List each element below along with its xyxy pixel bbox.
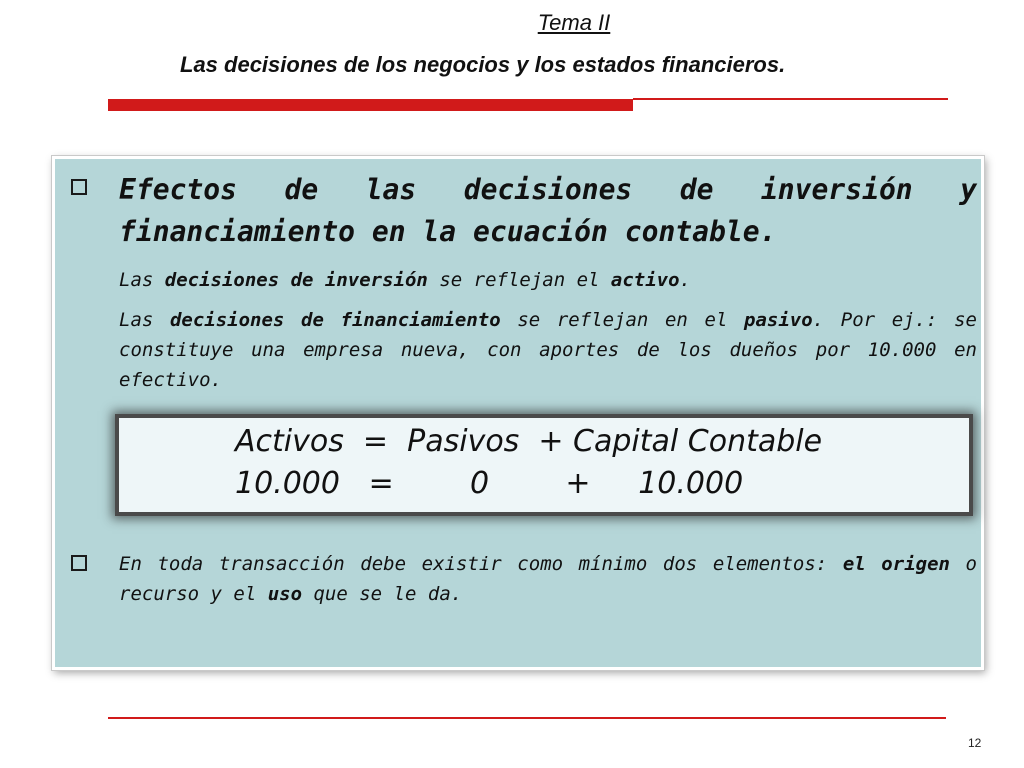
text-run: . Por ej.: se constituye una empresa nueva, con aportes de los dueños por 10.000 en efectivo. bbox=[119, 309, 977, 391]
bold-term: uso bbox=[267, 583, 303, 605]
title-underline-thick bbox=[108, 99, 633, 111]
square-bullet-icon bbox=[71, 179, 87, 195]
bold-term: activo bbox=[610, 269, 680, 291]
square-bullet-icon bbox=[71, 555, 87, 571]
text-run: se reflejan el bbox=[427, 269, 611, 291]
text-run: que se le da. bbox=[302, 583, 463, 605]
content-panel bbox=[52, 156, 984, 670]
bold-term: decisiones de financiamiento bbox=[169, 309, 501, 331]
bold-term: el origen bbox=[842, 553, 950, 575]
investment-paragraph bbox=[119, 265, 977, 295]
text-run: Las bbox=[119, 269, 165, 291]
text-run: se reflejan en el bbox=[500, 309, 745, 331]
title-underline-thin bbox=[633, 98, 948, 100]
footer-line bbox=[108, 717, 946, 719]
section-heading: Efectos de las decisiones de inversión y financiamiento en la ecuación contable. bbox=[119, 173, 977, 248]
page-number: 12 bbox=[968, 736, 982, 750]
equation-formula: Activos = Pasivos + Capital Contable bbox=[235, 424, 823, 459]
text-run: Las bbox=[119, 309, 170, 331]
equation-values: 10.000 = 0 + 10.000 bbox=[235, 466, 744, 501]
transaction-paragraph bbox=[119, 549, 977, 609]
text-run: En toda transacción debe existir como mínimo dos elementos: bbox=[119, 553, 843, 575]
text-run: . bbox=[679, 269, 691, 291]
financing-paragraph bbox=[119, 305, 977, 395]
text-run: o recurso y el bbox=[119, 553, 977, 605]
bold-term: decisiones de inversión bbox=[164, 269, 428, 291]
accounting-equation-box bbox=[119, 418, 969, 512]
bold-term: pasivo bbox=[744, 309, 813, 331]
topic-label: Tema II bbox=[537, 10, 611, 35]
slide-title: Las decisiones de los negocios y los estados financieros. bbox=[180, 52, 786, 77]
